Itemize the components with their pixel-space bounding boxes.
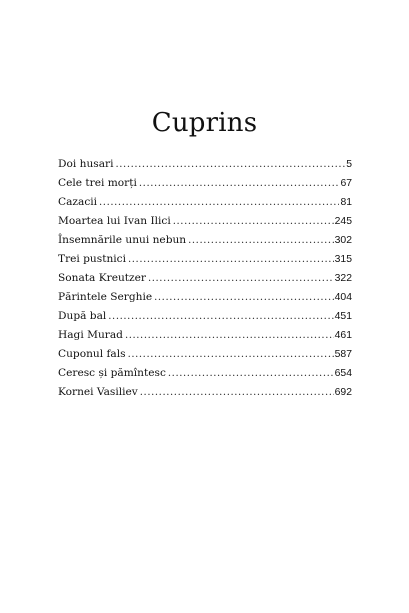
- dot-leader: [99, 193, 339, 212]
- toc-entry-title: Trei pustnici: [58, 253, 126, 265]
- toc-entry-page: 654: [334, 368, 352, 379]
- dot-leader: [188, 231, 334, 250]
- dot-leader: [128, 250, 334, 269]
- toc-entry: [58, 174, 352, 193]
- toc-entry: [58, 345, 352, 364]
- dot-leader: [128, 345, 334, 364]
- toc-entry-title: Cuponul fals: [58, 348, 126, 360]
- toc-entry: [58, 288, 352, 307]
- dot-leader: [108, 307, 333, 326]
- dot-leader: [148, 269, 334, 288]
- toc-entry-title: Kornei Vasiliev: [58, 386, 138, 398]
- toc-entry-page: 302: [334, 235, 352, 246]
- toc-entry: [58, 383, 352, 402]
- toc-entry-title: Ceresc și pămîntesc: [58, 367, 166, 379]
- toc-entry-title: Doi husari: [58, 158, 114, 170]
- toc-entry-page: 451: [334, 311, 352, 322]
- toc-entry-title: Cele trei morți: [58, 177, 137, 189]
- toc-entry-page: 315: [334, 254, 352, 265]
- toc-entry: [58, 269, 352, 288]
- page-title: Cuprins: [151, 108, 258, 138]
- toc-entry-page: 461: [334, 330, 352, 341]
- toc-entry: [58, 155, 352, 174]
- toc-entry: [58, 364, 352, 383]
- toc-entry-page: 5: [346, 159, 352, 170]
- toc-entry-title: Moartea lui Ivan Ilici: [58, 215, 171, 227]
- toc-entry-page: 692: [334, 387, 352, 398]
- toc-entry-title: Sonata Kreutzer: [58, 272, 146, 284]
- toc-entry-page: 81: [340, 197, 352, 208]
- toc-entry: [58, 212, 352, 231]
- toc-entry: [58, 231, 352, 250]
- toc-entry-page: 404: [334, 292, 352, 303]
- toc-entry: [58, 326, 352, 345]
- toc-entry: [58, 193, 352, 212]
- toc-entry-title: Hagi Murad: [58, 329, 123, 341]
- table-of-contents: [58, 155, 352, 402]
- toc-entry-page: 245: [334, 216, 352, 227]
- dot-leader: [125, 326, 334, 345]
- dot-leader: [154, 288, 334, 307]
- dot-leader: [115, 155, 345, 174]
- toc-entry-title: După bal: [58, 310, 107, 322]
- toc-entry-page: 322: [334, 273, 352, 284]
- toc-entry-title: Cazacii: [58, 196, 98, 208]
- toc-entry: [58, 250, 352, 269]
- dot-leader: [168, 364, 334, 383]
- toc-entry-title: Părintele Serghie: [58, 291, 153, 303]
- toc-entry-page: 67: [340, 178, 352, 189]
- dot-leader: [139, 174, 340, 193]
- dot-leader: [140, 383, 334, 402]
- toc-entry-title: Însemnările unui nebun: [58, 234, 187, 246]
- toc-entry: [58, 307, 352, 326]
- toc-entry-page: 587: [334, 349, 352, 360]
- dot-leader: [173, 212, 334, 231]
